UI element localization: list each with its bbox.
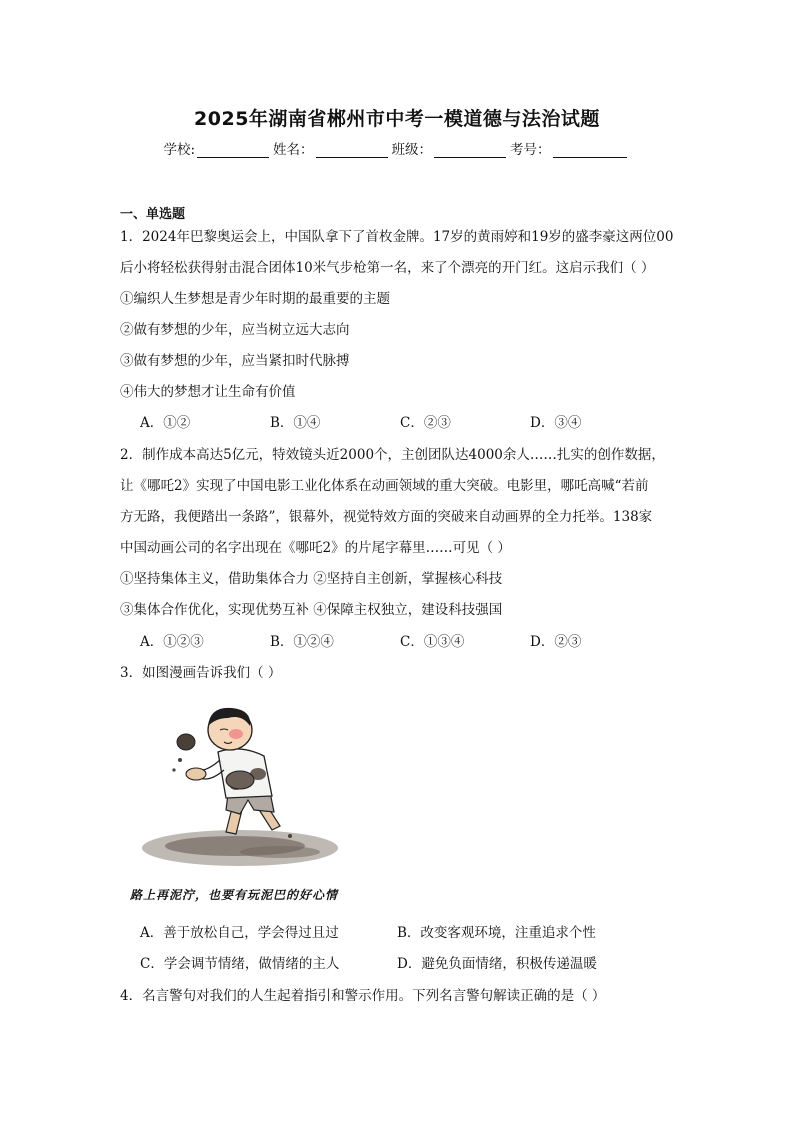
page-title: 2025年湖南省郴州市中考一模道德与法治试题 [194,108,600,130]
q2-statements-34: ③集体合作优化，实现优势互补 ④保障主权独立，建设科技强国 [120,602,503,618]
exam-no-blank[interactable] [553,143,627,158]
q3-option-a[interactable]: A．善于放松自己，学会得过且过 [140,925,339,941]
class-blank[interactable] [434,143,506,158]
q2-stem-line3: 方无路，我便踏出一条路”，银幕外，视觉特效方面的突破来自动画界的全力托举。138家 [120,509,653,525]
q1-options [140,413,660,433]
q2-option-b[interactable]: B．①②④ [270,634,334,650]
comic-illustration [140,700,340,870]
exam-no-label: 考号： [510,142,551,158]
q2-stem-line1: 2．制作成本高达5亿元，特效镜头近2000个，主创团队达4000余人……扎实的创作数据， [120,447,665,463]
q1-statement-1: ①编织人生梦想是青少年时期的最重要的主题 [120,291,390,307]
q3-option-b[interactable]: B．改变客观环境，注重追求个性 [397,925,596,941]
q1-statement-2: ②做有梦想的少年，应当树立远大志向 [120,322,350,338]
q3-options-row2 [140,954,660,974]
q4-stem: 4．名言警句对我们的人生起着指引和警示作用。下列名言警句解读正确的是（ ） [120,988,606,1004]
name-label: 姓名： [273,142,314,158]
q1-option-b[interactable]: B．①④ [270,415,321,431]
q3-options-row1 [140,923,660,943]
q3-option-c[interactable]: C．学会调节情绪，做情绪的主人 [140,956,340,972]
q1-statement-4: ④伟大的梦想才让生命有价值 [120,384,296,400]
q2-statements-12: ①坚持集体主义，借助集体合力 ②坚持自主创新，掌握核心科技 [120,571,503,587]
q2-stem-line4: 中国动画公司的名字出现在《哪吒2》的片尾字幕里……可见（ ） [120,540,511,556]
q1-statement-3: ③做有梦想的少年，应当紧扣时代脉搏 [120,353,350,369]
student-info-row [0,138,794,158]
q3-option-d[interactable]: D．避免负面情绪，积极传递温暖 [397,956,597,972]
q1-option-c[interactable]: C．②③ [400,415,451,431]
section-heading: 一、单选题 [120,207,186,222]
q1-option-d[interactable]: D．③④ [530,415,582,431]
q3-stem: 3．如图漫画告诉我们（ ） [120,665,282,681]
q1-stem-line1: 1．2024年巴黎奥运会上，中国队拿下了首枚金牌。17岁的黄雨婷和19岁的盛李豪这两位00 [120,229,674,245]
q2-options [140,632,660,652]
school-label: 学校: [163,142,196,158]
q1-stem-line2: 后小将轻松获得射击混合团体10米气步枪第一名，来了个漂亮的开门红。这启示我们（ ） [120,260,655,276]
school-blank[interactable] [197,143,269,158]
q2-option-c[interactable]: C．①③④ [400,634,465,650]
name-blank[interactable] [316,143,388,158]
q1-option-a[interactable]: A．①② [140,415,191,431]
q2-stem-line2: 让《哪吒2》实现了中国电影工业化体系在动画领域的重大突破。电影里，哪吒高喊“若前 [120,478,649,494]
q2-option-a[interactable]: A．①②③ [140,634,204,650]
q2-option-d[interactable]: D．②③ [530,634,582,650]
comic-caption: 路上再泥泞，也要有玩泥巴的好心情 [130,888,339,902]
class-label: 班级： [391,142,433,158]
